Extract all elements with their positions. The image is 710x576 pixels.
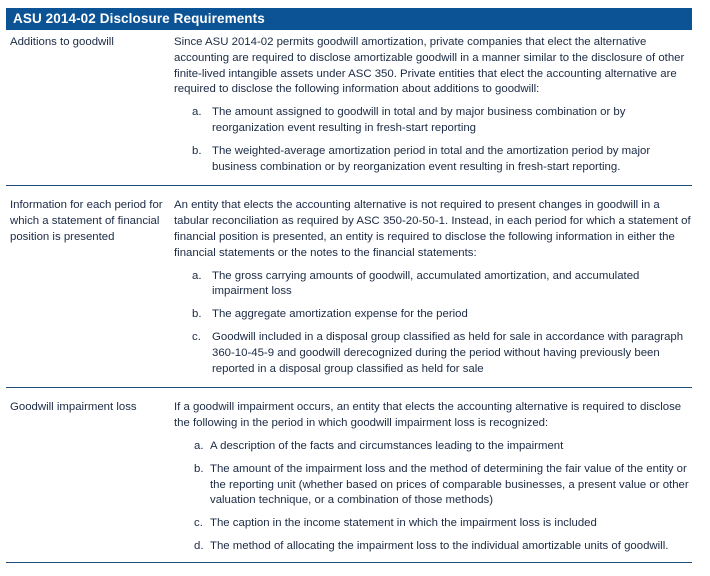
list-item xyxy=(174,539,692,555)
section-paragraph: If a goodwill impairment occurs, an entity that elects the accounting alternative is required to disclose the following in the period in which goodwill impairment loss is recognized: xyxy=(174,401,682,430)
spacer xyxy=(0,388,710,395)
lettered-list xyxy=(174,269,692,378)
list-item xyxy=(174,307,692,323)
section-label: Additions to goodwill xyxy=(10,36,114,48)
list-marker: c. xyxy=(192,330,201,343)
list-item xyxy=(174,330,692,377)
list-item-text: A description of the facts and circumstances leading to the impairment xyxy=(210,439,564,452)
section-body xyxy=(172,395,692,554)
list-item-text: The caption in the income statement in which the impairment loss is included xyxy=(210,517,597,530)
section-information-for-each-period xyxy=(0,193,710,377)
section-paragraph: Since ASU 2014-02 permits goodwill amortization, private companies that elect the alternative accounting are required to disclose amortizable goodwill in a manner similar to the disclosure of other finite-lived intangible assets under ASC 350. Private entities that elect the accounting alternative are required to disclose the following information about additions to goodwill: xyxy=(174,36,685,96)
list-item-text: Goodwill included in a disposal group classified as held for sale in accordance with paragraph 360-10-45-9 and goodwill derecognized during the period without having previously been reported in a disposal group classified as held for sale xyxy=(212,330,684,375)
spacer xyxy=(0,175,710,185)
list-item-text: The amount assigned to goodwill in total and by major business combination or by reorganization event resulting in fresh-start reporting xyxy=(212,106,626,134)
list-item-text: The aggregate amortization expense for the period xyxy=(212,308,468,321)
list-marker: a. xyxy=(192,106,202,119)
list-marker: b. xyxy=(192,308,202,321)
list-marker: a. xyxy=(192,269,202,282)
section-label: Goodwill impairment loss xyxy=(10,401,137,414)
spacer xyxy=(0,555,710,562)
list-item-text: The weighted-average amortization period in total and the amortization period by major business combination or by reorganization event resulting in fresh-start reporting. xyxy=(212,144,651,173)
spacer xyxy=(0,186,710,193)
section-goodwill-impairment-loss xyxy=(0,395,710,554)
section-body xyxy=(172,30,692,175)
section-additions-to-goodwill xyxy=(0,30,710,175)
list-item xyxy=(174,439,692,455)
spacer xyxy=(0,377,710,387)
section-body xyxy=(172,193,692,377)
section-label: Information for each period for which a statement of financial position is presented xyxy=(10,199,163,243)
section-paragraph: An entity that elects the accounting alternative is not required to present changes in goodwill in a tabular reconciliation as required by ASC 350-20-50-1. Instead, in each period for which a statement of financial position is presented, an entity is required to disclose the following information in either the financial statements or the notes to the financial statements: xyxy=(174,199,691,259)
lettered-list xyxy=(174,105,692,175)
list-item-text: The amount of the impairment loss and the method of determining the fair value of the entity or the reporting unit (whether based on prices of comparable businesses, a present value or other valuation technique, or a combination of those methods) xyxy=(210,462,689,507)
lettered-list xyxy=(174,439,692,555)
table-title: ASU 2014-02 Disclosure Requirements xyxy=(13,11,265,27)
table-header-bar xyxy=(6,8,692,30)
list-marker: d. xyxy=(194,539,204,552)
list-marker: b. xyxy=(192,144,202,157)
table-bottom-border xyxy=(6,562,692,563)
list-item xyxy=(174,516,692,532)
list-item xyxy=(174,144,692,176)
list-marker: a. xyxy=(194,439,204,452)
list-item-text: The method of allocating the impairment loss to the individual amortizable units of goodwill. xyxy=(210,539,669,552)
list-marker: c. xyxy=(194,517,203,530)
list-item xyxy=(174,269,692,301)
list-item-text: The gross carrying amounts of goodwill, accumulated amortization, and accumulated impairment loss xyxy=(212,269,640,298)
list-item xyxy=(174,462,692,509)
list-marker: b. xyxy=(194,462,204,475)
list-item xyxy=(174,105,692,137)
